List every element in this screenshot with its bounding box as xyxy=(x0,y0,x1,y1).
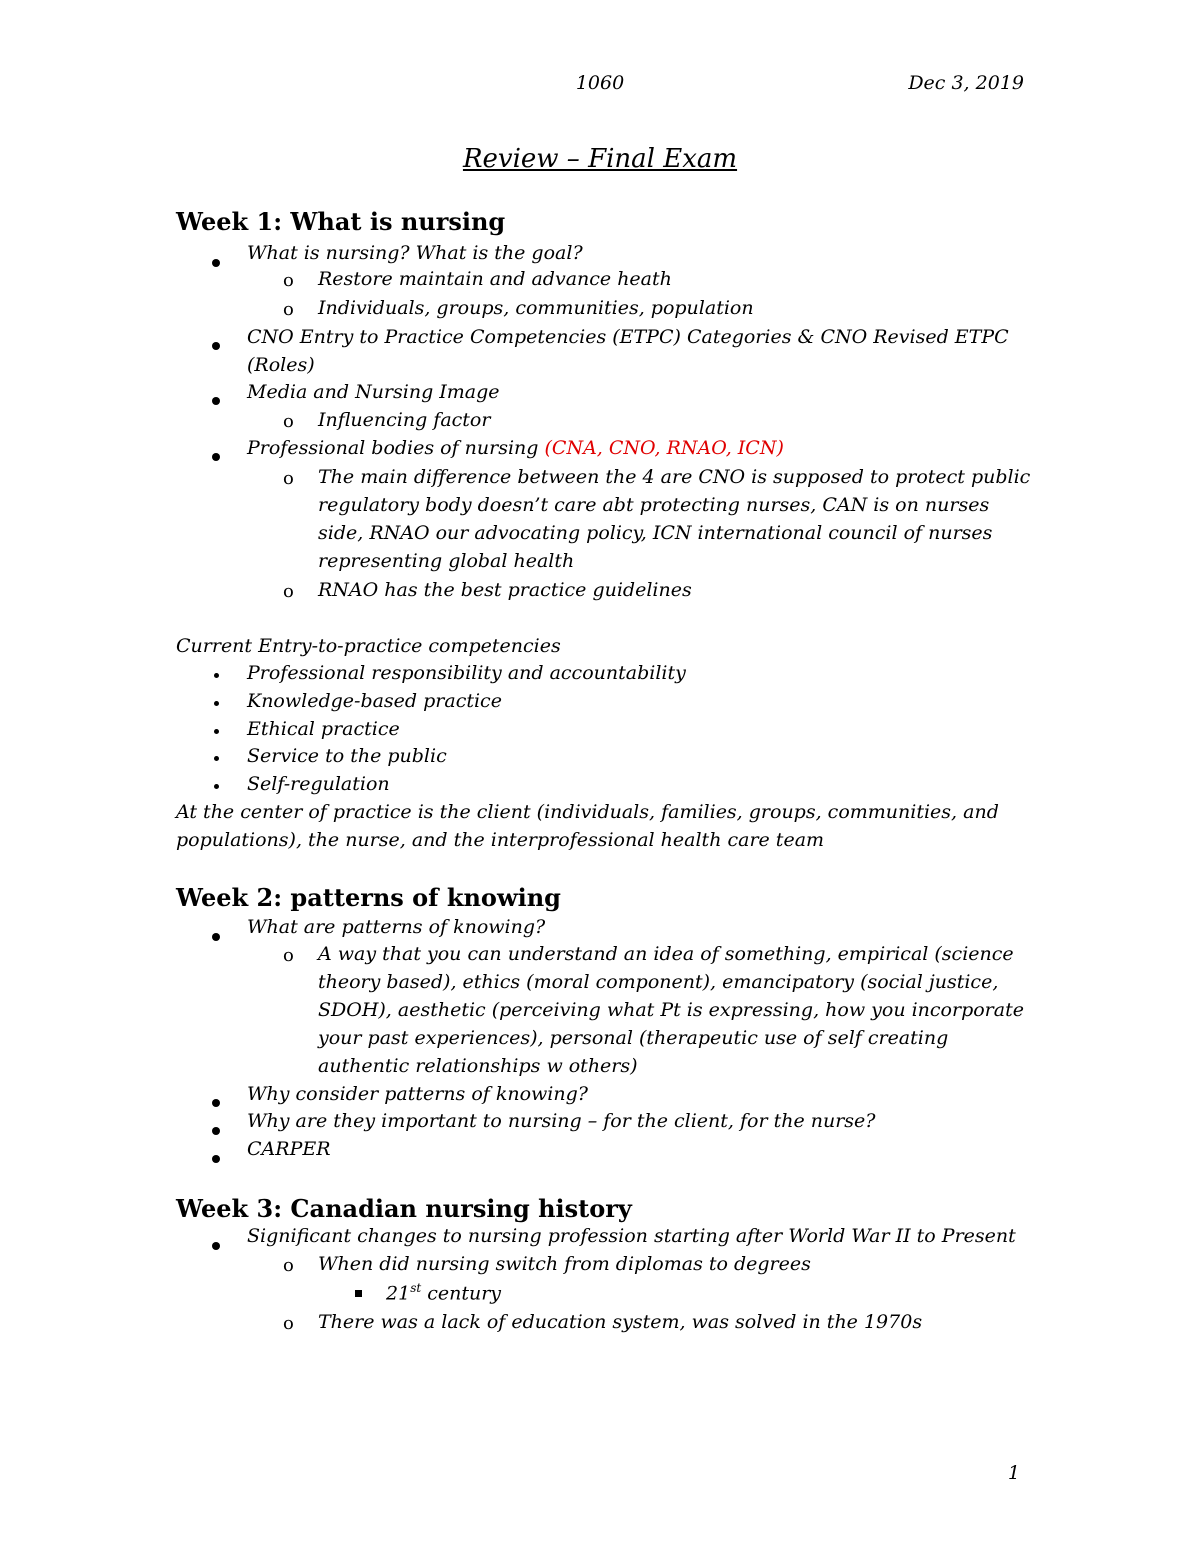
century-ordinal: st xyxy=(410,1281,422,1295)
week1-item: Media and Nursing Image xyxy=(247,381,500,403)
professional-bodies-label: Professional bodies of nursing xyxy=(247,437,545,459)
week2-item: Why consider patterns of knowing? xyxy=(247,1083,588,1105)
week2-item: What are patterns of knowing? xyxy=(247,916,546,938)
competency-item: Knowledge-based practice xyxy=(247,690,502,712)
week2-subitem-continued: authentic relationships w others) xyxy=(318,1055,638,1077)
small-bullet-icon xyxy=(214,756,219,761)
week1-subitem: Influencing factor xyxy=(318,409,491,431)
week1-item: What is nursing? What is the goal? xyxy=(247,242,583,264)
week1-item-continued: (Roles) xyxy=(247,354,315,376)
week1-subitem-continued: side, RNAO our advocating policy, ICN international council of nurses xyxy=(318,522,993,544)
week1-subitem: The main difference between the 4 are CNO is supposed to protect public xyxy=(318,466,1031,488)
competency-item: Service to the public xyxy=(247,745,447,767)
bullet-dot-icon xyxy=(212,342,220,350)
circle-bullet-icon: o xyxy=(283,1255,294,1276)
small-bullet-icon xyxy=(214,784,219,789)
bullet-dot-icon xyxy=(212,1099,220,1107)
course-number: 1060 xyxy=(575,72,625,94)
header-date: Dec 3, 2019 xyxy=(908,72,1024,94)
week1-subitem: Restore maintain and advance heath xyxy=(318,268,672,290)
week2-heading: Week 2: patterns of knowing xyxy=(176,883,561,912)
page-title: Review – Final Exam xyxy=(462,144,738,174)
week1-heading: Week 1: What is nursing xyxy=(176,207,506,236)
circle-bullet-icon: o xyxy=(283,1313,294,1334)
small-bullet-icon xyxy=(214,701,219,706)
week2-subitem-continued: theory based), ethics (moral component), emancipatory (social justice, xyxy=(318,971,999,993)
small-bullet-icon xyxy=(214,729,219,734)
century-word: century xyxy=(421,1282,502,1305)
circle-bullet-icon: o xyxy=(283,581,294,602)
bullet-dot-icon xyxy=(212,453,220,461)
circle-bullet-icon: o xyxy=(283,299,294,320)
bullet-dot-icon xyxy=(212,1242,220,1250)
week1-item xyxy=(247,437,784,459)
circle-bullet-icon: o xyxy=(283,411,294,432)
week3-heading: Week 3: Canadian nursing history xyxy=(176,1194,632,1223)
week3-subitem: There was a lack of education system, was solved in the 1970s xyxy=(318,1311,923,1333)
competency-item: Self-regulation xyxy=(247,773,390,795)
competencies-intro: Current Entry-to-practice competencies xyxy=(176,635,561,657)
week2-subitem-continued: SDOH), aesthetic (perceiving what Pt is expressing, how you incorporate xyxy=(318,999,1024,1021)
competencies-summary: At the center of practice is the client (individuals, families, groups, communities, and xyxy=(176,801,999,823)
week1-item: CNO Entry to Practice Competencies (ETPC) Categories & CNO Revised ETPC xyxy=(247,326,1009,348)
page-number: 1 xyxy=(1007,1462,1020,1484)
week1-subitem-continued: regulatory body doesn’t care abt protecting nurses, CAN is on nurses xyxy=(318,494,990,516)
week2-subitem-continued: your past experiences), personal (therapeutic use of self creating xyxy=(318,1027,949,1049)
week3-subsubitem xyxy=(386,1281,501,1304)
week1-subitem: RNAO has the best practice guidelines xyxy=(318,579,692,601)
bullet-dot-icon xyxy=(212,259,220,267)
competency-item: Professional responsibility and accountability xyxy=(247,662,686,684)
week2-item: Why are they important to nursing – for the client, for the nurse? xyxy=(247,1110,876,1132)
week1-subitem-continued: representing global health xyxy=(318,550,575,572)
square-bullet-icon xyxy=(355,1290,362,1297)
week3-subitem: When did nursing switch from diplomas to degrees xyxy=(318,1253,811,1275)
bullet-dot-icon xyxy=(212,397,220,405)
week3-item: Significant changes to nursing profession starting after World War II to Present xyxy=(247,1225,1016,1247)
bullet-dot-icon xyxy=(212,1127,220,1135)
week1-subitem: Individuals, groups, communities, population xyxy=(318,297,754,319)
small-bullet-icon xyxy=(214,673,219,678)
competency-item: Ethical practice xyxy=(247,718,400,740)
week2-item: CARPER xyxy=(247,1138,331,1160)
circle-bullet-icon: o xyxy=(283,945,294,966)
competencies-summary-continued: populations), the nurse, and the interprofessional health care team xyxy=(176,829,825,851)
bullet-dot-icon xyxy=(212,1155,220,1163)
professional-bodies-list: (CNA, CNO, RNAO, ICN) xyxy=(544,437,784,459)
circle-bullet-icon: o xyxy=(283,468,294,489)
bullet-dot-icon xyxy=(212,933,220,941)
century-number: 21 xyxy=(386,1282,411,1305)
circle-bullet-icon: o xyxy=(283,270,294,291)
week2-subitem: A way that you can understand an idea of something, empirical (science xyxy=(318,943,1014,965)
